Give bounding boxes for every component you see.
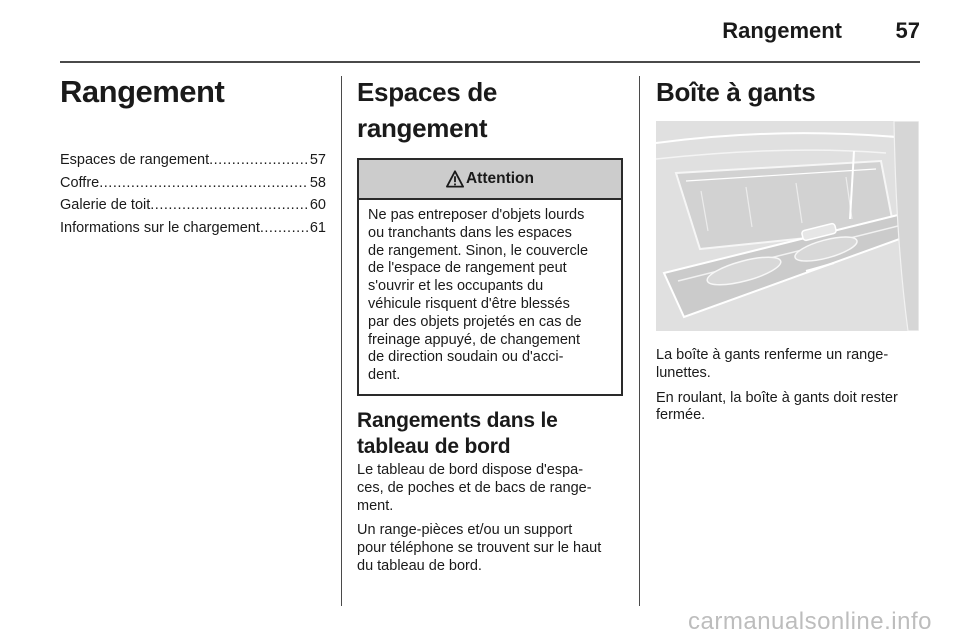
text-line: ces, de poches et de bacs de range- <box>357 479 592 496</box>
text-line: Un range-pièces et/ou un support <box>357 522 573 539</box>
dashboard-paragraph-2 <box>357 522 625 575</box>
text-line: ou tranchants dans les espaces <box>368 224 572 241</box>
warning-text <box>359 200 621 394</box>
chapter-column <box>60 72 326 239</box>
running-header <box>60 18 920 48</box>
toc-entry-trunk[interactable] <box>60 172 326 195</box>
toc-entry-storage-spaces[interactable] <box>60 149 326 172</box>
glovebox-illustration <box>656 121 919 331</box>
page-number: 57 <box>895 18 920 43</box>
text-line: s'ouvrir et les occupants du <box>368 278 544 295</box>
header-rule <box>60 61 920 63</box>
glovebox-paragraph-2 <box>656 390 922 426</box>
text-line: de rangement. Sinon, le couvercle <box>368 242 589 259</box>
text-line: du tableau de bord. <box>357 557 482 574</box>
toc-entry-page: 60 <box>309 197 326 213</box>
text-line: freinage appuyé, de changement <box>368 331 581 348</box>
toc-entry-label: Espaces de rangement <box>60 152 210 168</box>
text-line: par des objets projetés en cas de <box>368 313 582 330</box>
glovebox-paragraph-1 <box>656 347 922 383</box>
text-line: de direction soudain ou d'acci- <box>368 349 564 366</box>
text-line: Rangements dans le <box>357 408 558 432</box>
text-line: La boîte à gants renferme un range- <box>656 347 889 363</box>
dashboard-paragraph-1 <box>357 462 625 515</box>
text-line: En roulant, la boîte à gants doit rester <box>656 389 898 406</box>
chapter-title: Rangement <box>60 74 225 109</box>
text-line: fermée. <box>656 407 706 424</box>
storage-column <box>357 74 625 576</box>
toc-entry-label: Informations sur le chargement <box>60 219 260 236</box>
toc-entry-label: Galerie de toit <box>60 197 151 213</box>
toc-leader-dots <box>99 172 308 195</box>
toc-entry-page: 61 <box>309 219 326 236</box>
toc-entry-loading-info[interactable] <box>60 217 326 240</box>
toc-leader-dots <box>209 149 308 172</box>
toc-entry-label: Coffre <box>60 174 100 191</box>
warning-header <box>359 160 621 200</box>
text-line: de l'espace de rangement peut <box>368 260 567 277</box>
section-title: Boîte à gants <box>656 77 816 107</box>
toc-leader-dots <box>150 194 308 217</box>
column-divider-2 <box>639 76 640 606</box>
text-line: dent. <box>368 367 401 384</box>
text-line: pour téléphone se trouvent sur le haut <box>357 540 602 557</box>
text-line: tableau de bord <box>357 434 511 458</box>
text-line: ment. <box>357 497 394 514</box>
toc-entry-page: 57 <box>309 152 326 168</box>
text-line: Le tableau de bord dispose d'espa- <box>357 461 584 478</box>
running-title: Rangement <box>722 18 842 43</box>
warning-box <box>357 158 623 396</box>
toc-entry-roof-rack[interactable] <box>60 194 326 217</box>
column-divider-1 <box>341 76 342 606</box>
toc-entry-page: 58 <box>309 174 326 191</box>
section-title: Espaces de rangement <box>357 77 498 143</box>
dashboard-storage-title <box>357 408 625 460</box>
glovebox-column <box>656 74 922 425</box>
warning-label: Attention <box>465 170 534 187</box>
warning-triangle-icon <box>446 170 464 188</box>
table-of-contents <box>60 149 326 239</box>
watermark: carmanualsonline.info <box>688 608 932 635</box>
text-line: Ne pas entreposer d'objets lourds <box>368 207 585 223</box>
text-line: véhicule risquent d'être blessés <box>368 295 570 312</box>
glovebox-drawing <box>656 121 919 331</box>
toc-leader-dots <box>260 217 308 240</box>
text-line: lunettes. <box>656 364 711 381</box>
